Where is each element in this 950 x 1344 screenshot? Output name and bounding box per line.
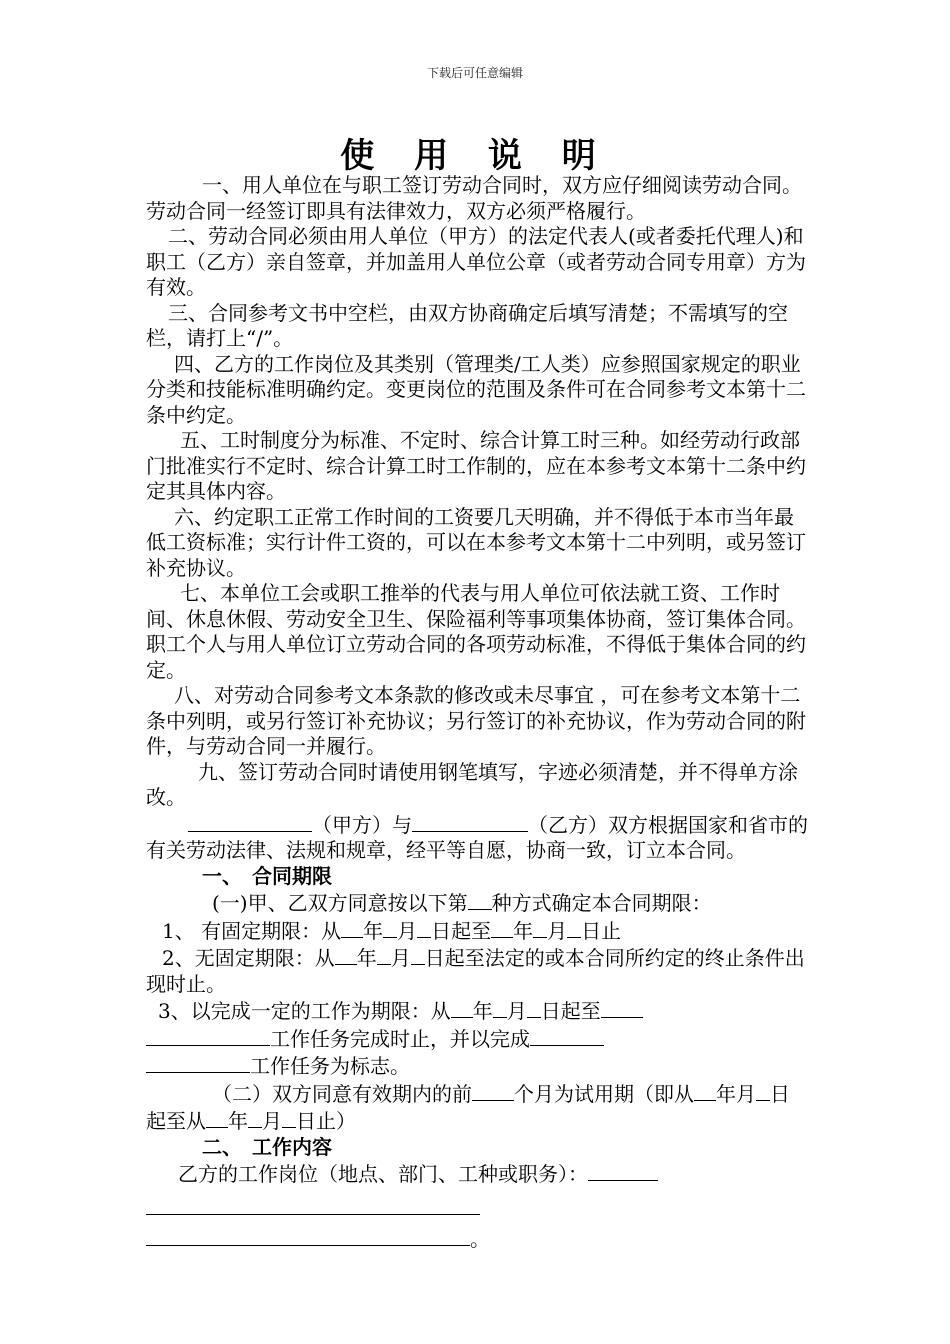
note-4: 四、乙方的工作岗位及其类别（管理类/工人类）应参照国家规定的职业分类和技能标准明确约定。变更岗位的范围及条件可在合同参考文本第十二条中约定。	[146, 351, 806, 427]
page-title: 使 用 说 明	[340, 136, 610, 176]
job-position-blank[interactable]	[588, 1160, 658, 1181]
probation-start-year-blank[interactable]	[694, 1080, 716, 1101]
job-position-line-3: 。	[146, 1225, 808, 1253]
term-option-2: 2、无固定期限：从 年 月 日起至法定的或本合同所约定的终止条件出现时止。	[146, 946, 805, 996]
note-2: 二、劳动合同必须由用人单位（甲方）的法定代表人(或者委托代理人)和职工（乙方）亲自签章，并加盖用人单位公章（或者劳动合同专用章）方为有效。	[146, 224, 806, 299]
note-9: 九、签订劳动合同时请使用钢笔填写，字迹必须清楚，并不得单方涂改。	[146, 759, 798, 809]
job-position-blank-2[interactable]	[146, 1194, 480, 1215]
start-day-blank[interactable]	[417, 917, 431, 938]
task-mark-blank[interactable]	[146, 1052, 250, 1073]
task-name-blank[interactable]	[146, 1025, 270, 1046]
end-day-blank[interactable]	[567, 917, 581, 938]
end-year-blank[interactable]	[491, 917, 513, 938]
job-position-line: 乙方的工作岗位（地点、部门、工种或职务）：	[146, 1160, 808, 1188]
note-6: 六、约定职工正常工作时间的工资要几天明确，并不得低于本市当年最低工资标准；实行计件工资的，可以在本参考文本第十二中列明，或另签订补充协议。	[146, 504, 806, 580]
job-position-line-2	[146, 1194, 808, 1222]
task-start-month-blank[interactable]	[493, 997, 507, 1018]
task-start-year-blank[interactable]	[451, 997, 473, 1018]
open-start-month-blank[interactable]	[377, 944, 391, 965]
contract-preamble: （甲方）与 （乙方）双方根据国家和省市的有关劳动法律、法规和规章，经平等自愿，协商一致，订立本合同。	[146, 812, 808, 862]
term-option-1: 1、 有固定期限：从 年 月 日起至 年 月 日止	[162, 918, 622, 943]
probation-line: （二）双方同意有效期内的前 个月为试用期（即从 年月 日起至从 年 月 日止）	[146, 1081, 790, 1133]
probation-end-day-blank[interactable]	[282, 1107, 296, 1128]
note-5: 五、工时制度分为标准、不定时、综合计算工时三种。如经劳动行政部门批准实行不定时、综合计算工时工作制的，应在本参考文本第十二条中约定其具体内容。	[146, 428, 806, 503]
method-number-blank[interactable]	[468, 889, 492, 910]
probation-end-month-blank[interactable]	[248, 1107, 262, 1128]
probation-months-blank[interactable]	[472, 1080, 514, 1101]
party-a-blank[interactable]	[188, 811, 312, 832]
document-body	[146, 173, 808, 1253]
open-start-day-blank[interactable]	[411, 944, 425, 965]
section-2-heading: 二、 工作内容	[202, 1134, 332, 1159]
end-month-blank[interactable]	[533, 917, 547, 938]
task-start-day-blank[interactable]	[527, 997, 541, 1018]
probation-end-year-blank[interactable]	[206, 1107, 228, 1128]
note-1: 一、用人单位在与职工签订劳动合同时，双方应仔细阅读劳动合同。劳动合同一经签订即具有法律效力，双方必须严格履行。	[146, 173, 802, 223]
start-month-blank[interactable]	[383, 917, 397, 938]
section-1-heading: 一、 合同期限	[202, 863, 332, 888]
job-position-blank-3[interactable]	[146, 1225, 470, 1246]
note-3: 三、合同参考文书中空栏，由双方协商确定后填写清楚；不需填写的空栏，请打上“/”。	[146, 300, 788, 350]
note-8: 八、对劳动合同参考文本条款的修改或未尽事宜 ，可在参考文本第十二条中列明，或另行签订补充协议；另行签订的补充协议，作为劳动合同的附件，与劳动合同一并履行。	[146, 683, 806, 758]
task-until-blank[interactable]	[601, 997, 643, 1018]
note-7: 七、本单位工会或职工推举的代表与用人单位可依法就工资、工作时间、休息休假、劳动安全卫生、保险福利等事项集体协商，签订集体合同。职工个人与用人单位订立劳动合同的各项劳动标准，不得低于集体合同的约定。	[146, 581, 806, 682]
task-complete-blank[interactable]	[530, 1025, 604, 1046]
term-option-3: 3、以完成一定的工作为期限：从 年 月 日起至 工作任务完成时止，并以完成 工作任务为标志。	[146, 997, 808, 1080]
open-start-year-blank[interactable]	[335, 944, 357, 965]
probation-start-day-blank[interactable]	[756, 1080, 770, 1101]
term-method-line: (一)甲、乙双方同意按以下第 种方式确定本合同期限：	[212, 891, 712, 915]
page-header: 下载后可任意编辑	[426, 66, 523, 80]
party-b-blank[interactable]	[412, 811, 528, 832]
start-year-blank[interactable]	[341, 917, 363, 938]
